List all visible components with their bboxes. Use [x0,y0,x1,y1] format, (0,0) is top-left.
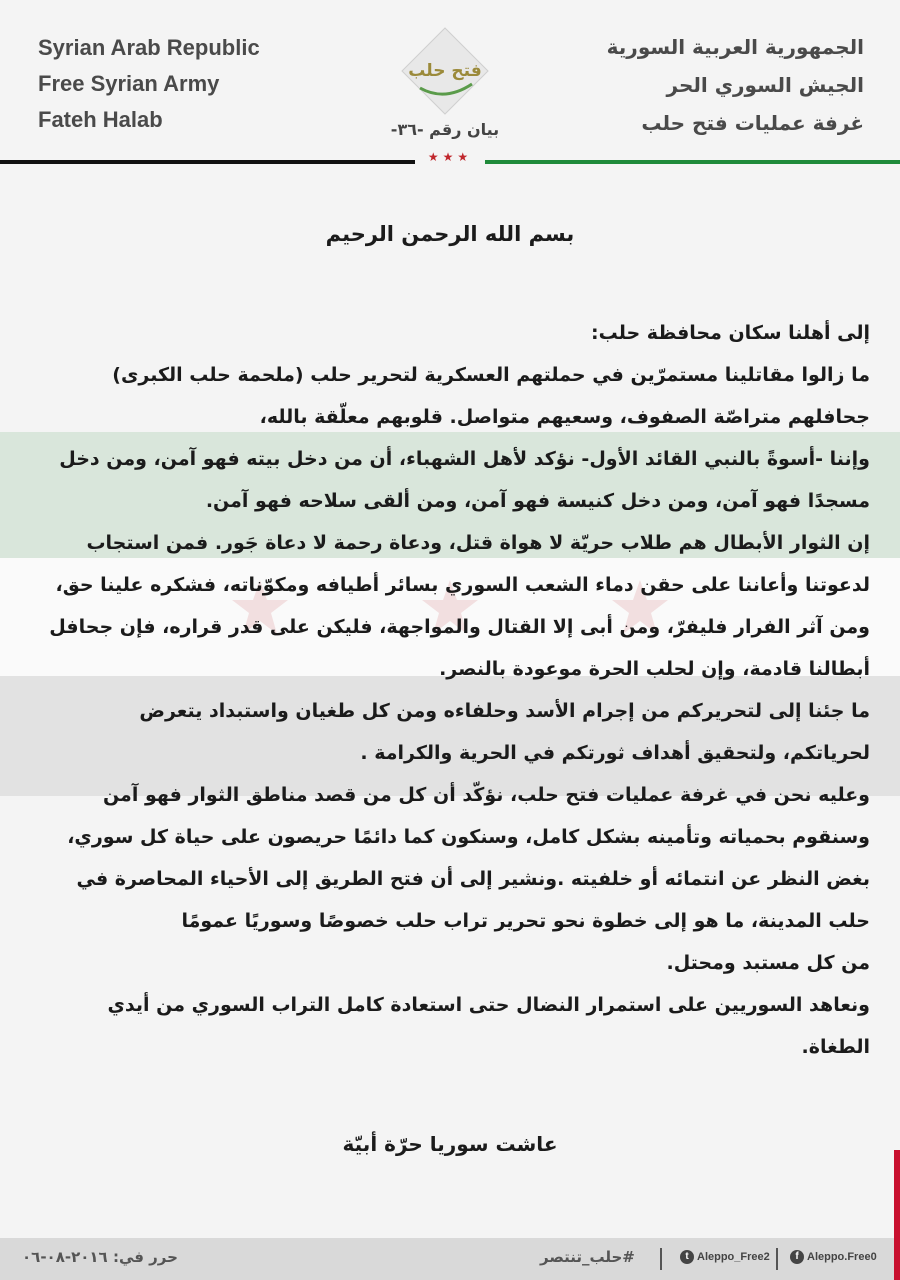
body-line: إلى أهلنا سكان محافظة حلب: [591,322,870,344]
body-line: حلب المدينة، ما هو إلى خطوة نحو تحرير تراب حلب خصوصًا وسوريًا عمومًا [181,910,870,932]
statement-body [28,312,870,1068]
body-line: جحافلهم متراصّة الصفوف، وسعيهم متواصل. قلوبهم معلّقة بالله، [259,406,870,428]
body-line: ما زالوا مقاتلينا مستمرّين في حملتهم العسكرية لتحرير حلب (ملحمة حلب الكبرى) [112,364,870,386]
body-line: وسنقوم بحمياته وتأمينه بشكل كامل، وسنكون كما دائمًا حريصون على حياة كل سوري، [67,826,870,848]
facebook-icon: f [790,1250,804,1264]
footer-twitter[interactable] [680,1250,770,1264]
body-line: أبطالنا قادمة، وإن لحلب الحرة موعودة بالنصر. [439,658,870,680]
red-accent-bar [894,1150,900,1280]
body-line: وعليه نحن في غرفة عمليات فتح حلب، نؤكّد أن كل من قصد مناطق الثوار فهو آمن [102,784,870,806]
divider-stars-icon: ★★★ [427,150,473,164]
body-line: لدعوتنا وأعاننا على حقن دماء الشعب السوري بسائر أطيافه ومكوّناته، فشكره علينا حق، [55,574,870,596]
divider-green [485,160,900,164]
fateh-halab-logo [400,26,490,116]
flag-divider [0,150,900,166]
header-arabic-line-3: غرفة عمليات فتح حلب [641,111,864,135]
body-line: ومن آثر الفرار فليفرّ، ومن أبى إلا القتال والمواجهة، فليكن على قدر قراره، فإن جحافل [49,616,870,638]
body-line: الطغاة. [801,1036,870,1058]
logo-emblem-icon [400,26,490,116]
body-line: وإننا -أسوةً بالنبي القائد الأول- نؤكد لأهل الشهباء، أن من دخل بيته فهو آمن، ومن دخل [59,448,870,470]
footer-separator [660,1248,662,1270]
header-english-line-2: Free Syrian Army [38,71,220,96]
body-line: ونعاهد السوريين على استمرار النضال حتى استعادة كامل التراب السوري من أيدي [107,994,870,1016]
body-line: من كل مستبد ومحتل. [666,952,870,974]
logo-text: فتح حلب [408,61,482,81]
body-line: ما جئنا إلى لتحريركم من إجرام الأسد وحلفاءه ومن كل طغيان واستبداد يتعرض [139,700,870,722]
body-line: لحرياتكم، ولتحقيق أهداف ثورتكم في الحرية والكرامة . [360,742,870,764]
header-english-line-1: Syrian Arab Republic [38,35,260,60]
closing-slogan: عاشت سوريا حرّة أبيّة [342,1132,558,1156]
header-arabic [534,28,864,142]
body-line: إن الثوار الأبطال هم طلاب حريّة لا هواة قتل، ودعاة رحمة لا دعاة جَور. فمن استجاب [86,532,870,554]
header-english-line-3: Fateh Halab [38,107,163,132]
header-english [38,30,338,138]
facebook-handle: Aleppo.Free0 [807,1250,877,1263]
divider-black [0,160,415,164]
footer-separator [776,1248,778,1270]
footer-hashtag[interactable]: #حلب_تنتصر [540,1248,635,1266]
footer-bar [0,1238,900,1280]
body-line: مسجدًا فهو آمن، ومن دخل كنيسة فهو آمن، ومن ألقى سلاحه فهو آمن. [205,490,870,512]
twitter-handle: Aleppo_Free2 [697,1250,770,1263]
header-arabic-line-1: الجمهورية العربية السورية [606,35,864,59]
basmala: بسم الله الرحمن الرحيم [325,222,575,246]
footer-facebook[interactable] [790,1250,877,1264]
footer-date: حرر في: ٢٠١٦-٠٨-٠٦ [22,1248,178,1266]
header-arabic-line-2: الجيش السوري الحر [666,73,864,97]
statement-number: بيان رقم -٣٦- [390,120,500,139]
twitter-icon: t [680,1250,694,1264]
body-line: بغض النظر عن انتمائه أو خلفيته .ونشير إلى أن فتح الطريق إلى الأحياء المحاصرة في [76,868,870,890]
